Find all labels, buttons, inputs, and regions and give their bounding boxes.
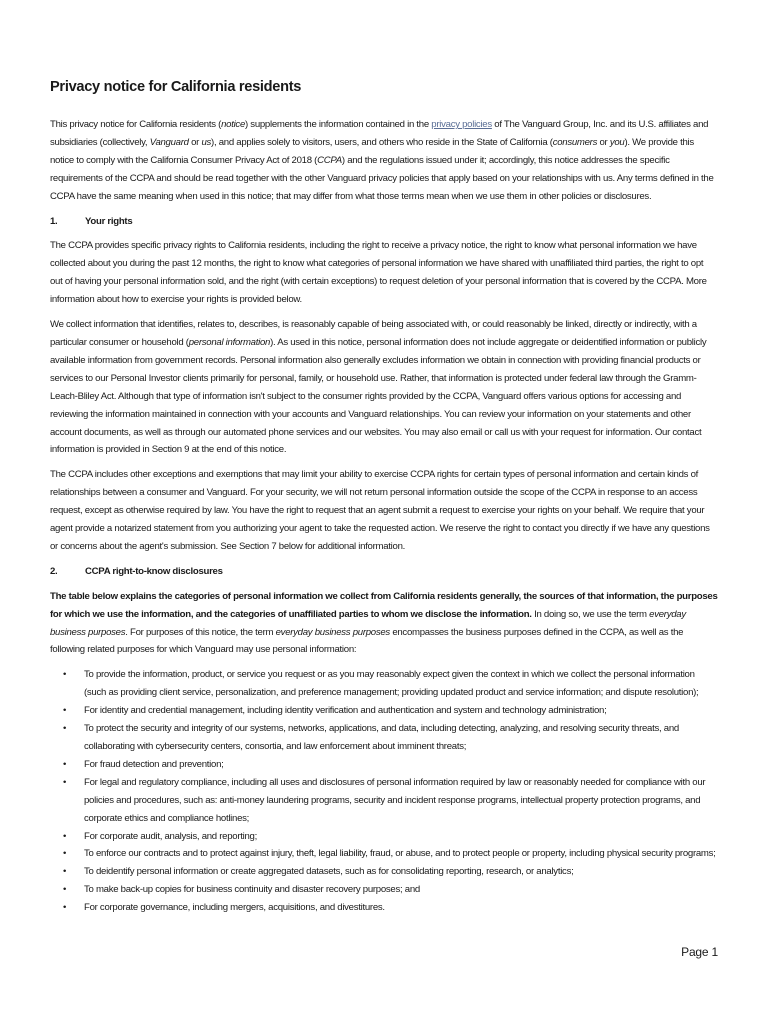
list-item-text: For corporate audit, analysis, and reporting; xyxy=(84,830,257,842)
bullet-icon: • xyxy=(63,884,67,896)
list-item-text: To protect the security and integrity of our systems, networks, applications, and data, including detecting, analyzing, and resolving security threats, and collaborating with cybersecurity centers, consortia, and law enforcement about imminent threats; xyxy=(84,723,679,752)
intro-term-notice: notice xyxy=(221,119,245,130)
bullet-icon: • xyxy=(63,902,67,914)
section-number: 2. xyxy=(50,565,58,577)
bullet-icon: • xyxy=(63,866,67,878)
section-1-paragraph-1: The CCPA provides specific privacy rights to California residents, including the right to receive a privacy notice, the right to know what personal information we have collected about you during the past 12 months, the right to know what categories of personal information we have shared with unaffiliated third parties, the right to opt out of having your personal information sold, and the right (with certain exceptions) to request deletion of your personal information that is covered by the CCPA. More information about how to exercise your rights is provided below. xyxy=(50,240,707,306)
list-item xyxy=(50,845,718,863)
section-2-paragraph-1 xyxy=(50,588,718,660)
bullet-icon: • xyxy=(63,758,67,770)
intro-term-vanguard: Vanguard xyxy=(149,136,189,148)
intro-text: ). We provide this notice to comply with the California Consumer Privacy Act of 2018 ( xyxy=(50,136,694,166)
intro-text: ) and the regulations issued under it; accordingly, this notice addresses the specific requirements of the CCPA and should be read together with the other Vanguard privacy policies that apply based on your relationships with us. Any terms defined in the CCPA have the same meaning when used in this notice; that may differ from what those terms mean when we use them in other policies or disclosures. xyxy=(50,154,714,202)
intro-term-us: us xyxy=(201,136,212,148)
section-title: Your rights xyxy=(85,215,133,227)
page-number: Page 1 xyxy=(681,945,718,959)
section-1-paragraph-2 xyxy=(50,316,718,459)
term-everyday-business-purposes: everyday business purposes xyxy=(50,608,686,638)
paragraph-text: ). As used in this notice, personal information does not include aggregate or deidentified information or publicly available information from government records. Personal information also generally excludes information we obtain in connection with providing financial products or services to our Personal Investor clients primarily for personal, family, or household use. Rather, that information is protected under federal law through the Gramm-Leach-Bliley Act. Although that type of information isn't subject to the consumer rights provided by the CCPA, Vanguard offers various options for accessing and reviewing the information maintained in connection with your accounts and Vanguard relationships. You can review your information on your statements and other account documents, as well as through our automated phone services and our websites. You may also email or call us with your request for information. Our contact information is provided in Section 9 at the end of this notice. xyxy=(50,336,707,456)
bullet-icon: • xyxy=(63,848,67,860)
term-everyday-business-purposes: everyday business purposes xyxy=(275,626,390,638)
section-title: CCPA right-to-know disclosures xyxy=(85,565,223,577)
intro-text: of The Vanguard Group, Inc. and its U.S. affiliates and subsidiaries (collectively, xyxy=(50,119,709,148)
intro-text: or xyxy=(597,136,610,148)
list-item xyxy=(50,899,718,917)
bullet-icon: • xyxy=(63,723,67,735)
paragraph-text: encompasses the business purposes defined in the CCPA, as well as the following related purposes for which Vanguard may use personal information: xyxy=(50,626,684,656)
list-item xyxy=(50,702,718,720)
list-item xyxy=(50,881,718,899)
purposes-list xyxy=(50,666,718,917)
bullet-icon: • xyxy=(63,830,67,842)
term-personal-information: personal information xyxy=(188,336,271,348)
bullet-icon: • xyxy=(63,669,67,681)
document-body xyxy=(50,78,718,917)
section-2-heading xyxy=(50,563,718,581)
intro-term-you: you xyxy=(609,136,625,148)
paragraph-text: . For purposes of this notice, the term xyxy=(125,626,276,638)
list-item xyxy=(50,774,718,828)
list-item-text: To deidentify personal information or create aggregated datasets, such as for consolidating reporting, research, or analytics; xyxy=(84,866,574,878)
list-item-text: For corporate governance, including mergers, acquisitions, and divestitures. xyxy=(84,902,385,914)
bullet-icon: • xyxy=(63,776,67,788)
list-item-text: For legal and regulatory compliance, including all uses and disclosures of personal information required by law or reasonably needed for compliance with our policies and procedures, such as: anti-money laundering programs, security and incident response programs, intellectual property protection programs, and corporate ethics and compliance hotlines; xyxy=(84,776,706,824)
section-1-paragraph-3: The CCPA includes other exceptions and exemptions that may limit your ability to exercise CCPA rights for certain types of personal information and certain kinds of relationships between a consumer and Vanguard. For your security, we will not return personal information outside the scope of the CCPA in response to an access request, except as otherwise required by law. You have the right to request that an agent submit a request to exercise your rights on your behalf. We require that your agent provide a notarized statement from you authorizing your agent to take the requested action. We reserve the right to contact you directly if we have any questions or concerns about the agent's submission. See Section 7 below for additional information. xyxy=(50,469,710,552)
section-1-heading xyxy=(50,213,718,231)
list-item-text: To enforce our contracts and to protect against injury, theft, legal liability, fraud, or abuse, and to protect people or property, including physical security programs; xyxy=(84,848,716,860)
intro-text: or xyxy=(188,136,202,148)
intro-text: ), and applies solely to visitors, users, and others who reside in the State of California ( xyxy=(211,136,553,148)
list-item xyxy=(50,863,718,881)
list-item xyxy=(50,828,718,846)
list-item-text: To provide the information, product, or service you request or as you may reasonably expect given the context in which we collect the personal information (such as providing client service, personalization, and preference management; providing updated product and service information; and dispute resolution); xyxy=(84,669,699,699)
privacy-policies-link[interactable]: privacy policies xyxy=(431,119,492,130)
bullet-icon: • xyxy=(63,705,67,717)
list-item-text: To make back-up copies for business continuity and disaster recovery purposes; and xyxy=(84,884,420,896)
list-item xyxy=(50,756,718,774)
paragraph-text: In doing so, we use the term xyxy=(531,608,650,620)
list-item-text: For identity and credential management, including identity verification and authentication and system and technology administration; xyxy=(84,705,607,717)
intro-term-ccpa: CCPA xyxy=(317,154,342,166)
list-item xyxy=(50,666,718,702)
paragraph-text: We collect information that identifies, relates to, describes, is reasonably capable of being associated with, or could reasonably be linked, directly or indirectly, with a particular consumer or household ( xyxy=(50,319,697,348)
list-item xyxy=(50,720,718,756)
section-number: 1. xyxy=(50,215,58,227)
bold-lead-text: The table below explains the categories of personal information we collect from California residents generally, the sources of that information, the purposes for which we use the information, and the categories of unaffiliated parties to whom we disclose the information. xyxy=(50,590,718,620)
page-title: Privacy notice for California residents xyxy=(50,79,302,95)
intro-text: ) supplements the information contained in the xyxy=(245,119,432,130)
list-item-text: For fraud detection and prevention; xyxy=(84,758,224,770)
intro-term-consumers: consumers xyxy=(552,136,598,148)
intro-paragraph xyxy=(50,116,718,206)
intro-text: This privacy notice for California residents ( xyxy=(50,119,222,130)
